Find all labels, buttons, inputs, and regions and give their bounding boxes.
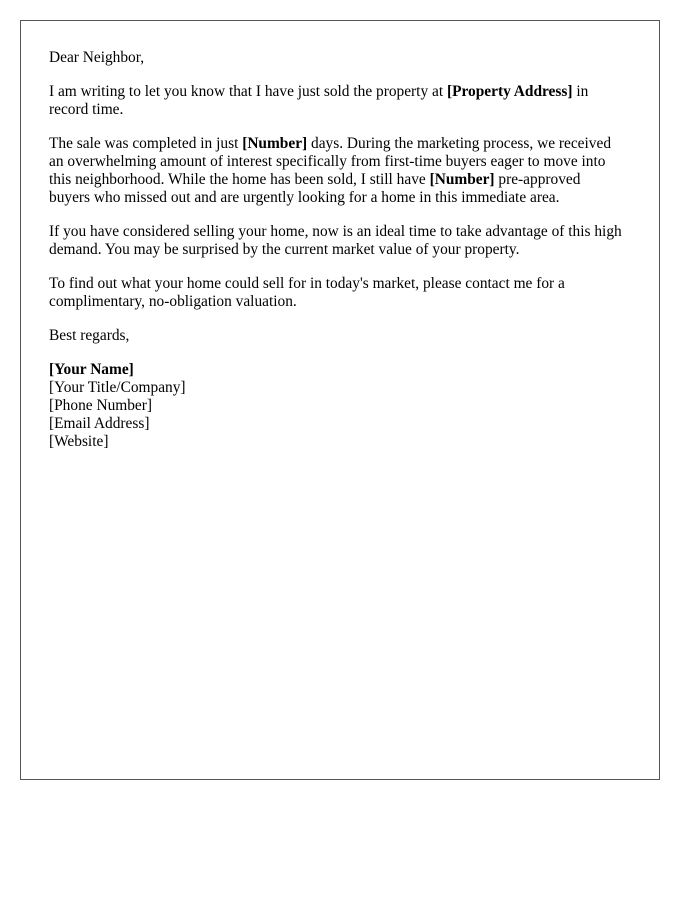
paragraph-text: The sale was completed in just xyxy=(49,135,243,152)
paragraph-sale-announcement xyxy=(49,83,624,119)
property-address-placeholder: [Property Address] xyxy=(446,83,573,100)
paragraph-text: in record time. xyxy=(49,83,589,118)
paragraph-text: I am writing to let you know that I have just sold the property at xyxy=(49,83,447,100)
letter-body xyxy=(49,49,624,451)
signature-website: [Website] xyxy=(49,433,109,450)
signature-title: [Your Title/Company] xyxy=(49,379,186,396)
paragraph-selling-opportunity: If you have considered selling your home, now is an ideal time to take advantage of this high demand. You may be surprised by the current market value of your property. xyxy=(49,223,622,258)
paragraph-valuation-offer: To find out what your home could sell for in today's market, please contact me for a complimentary, no-obligation valuation. xyxy=(49,275,565,310)
paragraph-text: pre-approved buyers who missed out and are urgently looking for a home in this immediate area. xyxy=(49,171,581,206)
letter-page xyxy=(20,20,660,780)
signature-block xyxy=(49,361,624,451)
signature-phone: [Phone Number] xyxy=(49,397,153,414)
paragraph-sale-details xyxy=(49,135,624,207)
salutation: Dear Neighbor, xyxy=(49,49,145,66)
days-number-placeholder: [Number] xyxy=(242,135,308,152)
buyers-number-placeholder: [Number] xyxy=(429,171,495,188)
signature-email: [Email Address] xyxy=(49,415,150,432)
signature-name: [Your Name] xyxy=(49,361,134,378)
paragraph-text: days. During the marketing process, we received an overwhelming amount of interest specifically from first-time buyers eager to move into this neighborhood. While the home has been sold, I still have xyxy=(49,135,612,188)
closing: Best regards, xyxy=(49,327,130,344)
